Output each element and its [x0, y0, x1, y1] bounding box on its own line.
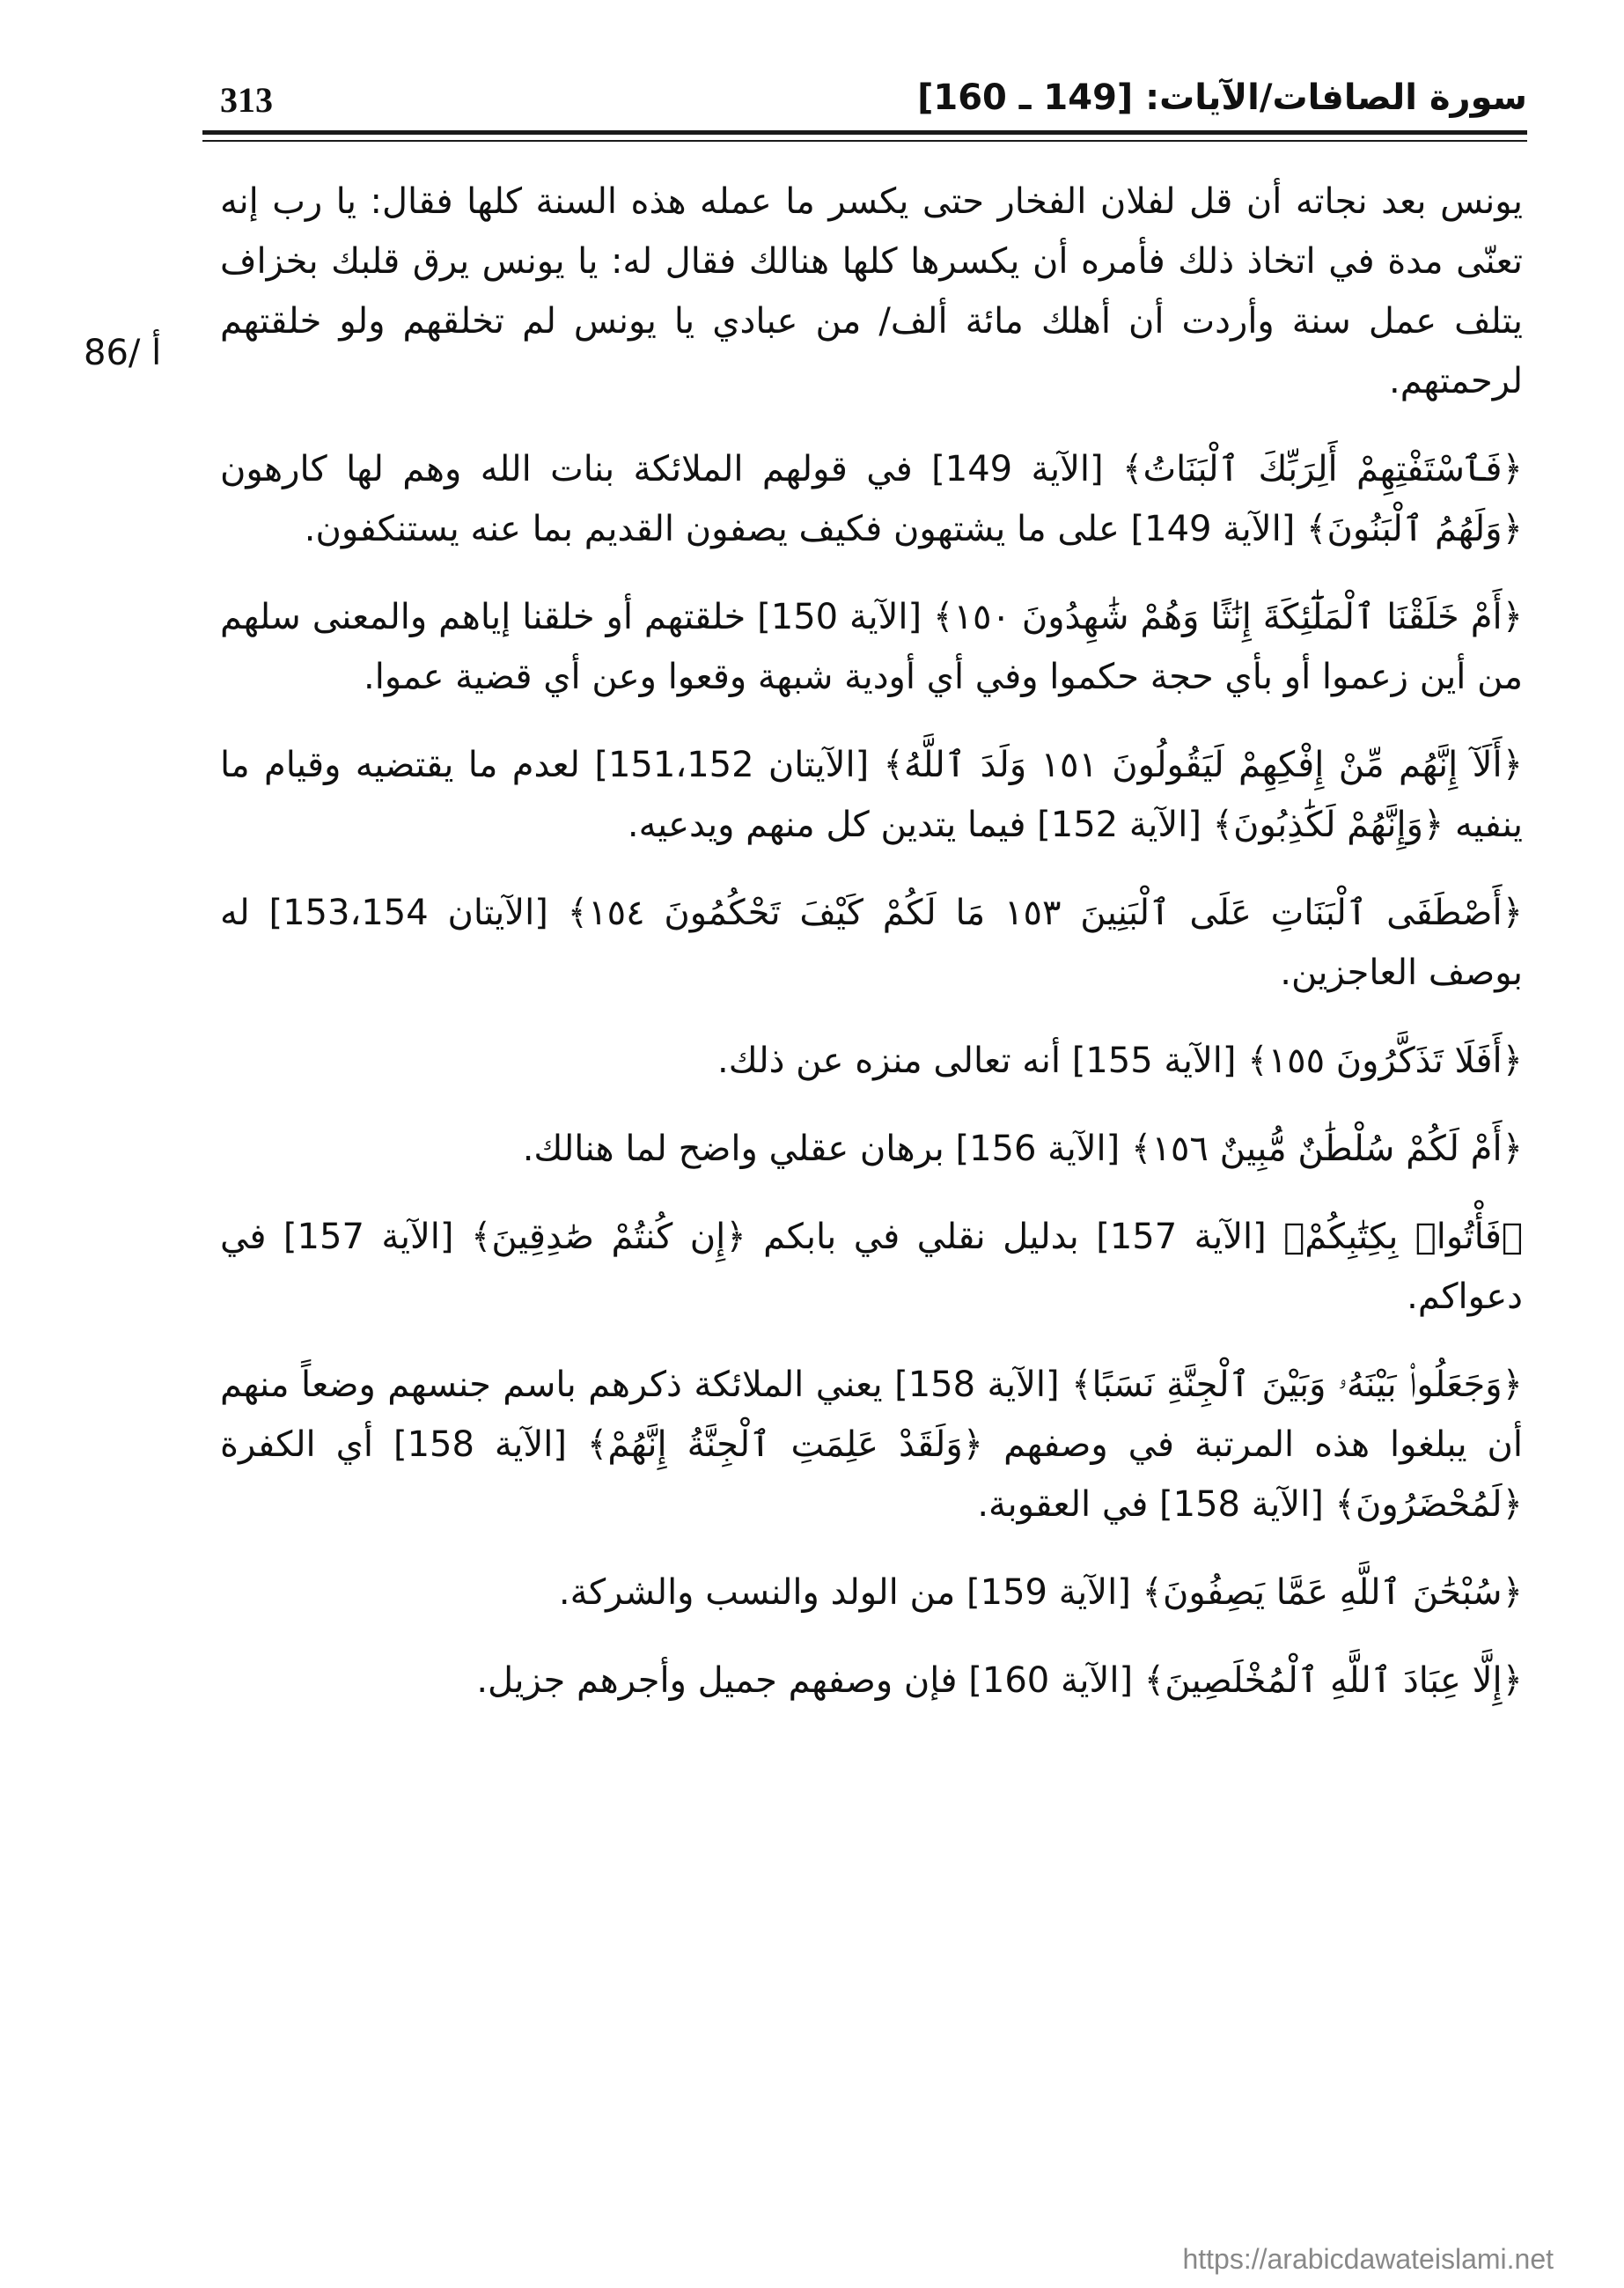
running-title: سورة الصافات/الآيات: [149 ـ 160]: [917, 77, 1527, 118]
page-body: [220, 172, 1523, 1739]
paragraph: ﴿فَأْتُوا۟ بِكِتَٰبِكُمْ﴾ [الآية 157] بدليل نقلي في بابكم ﴿إِن كُنتُمْ صَٰدِقِينَ﴾ [الآية 157] في دعواكم.: [220, 1217, 1524, 1317]
header-rule-thick: [202, 130, 1527, 135]
paragraph: ﴿سُبْحَٰنَ ٱللَّهِ عَمَّا يَصِفُونَ﴾ [الآية 159] من الولد والنسب والشركة.: [558, 1572, 1523, 1613]
page-number: 313: [220, 80, 273, 120]
paragraph: يونس بعد نجاته أن قل لفلان الفخار حتى يكسر ما عمله هذه السنة كلها فقال: يا رب إنه تعنّى مدة في اتخاذ ذلك فأمره أن يكسرها كلها هنالك فقال له: يا يونس يرق قلبك بخزاف يتلف عمل سنة وأردت أن أهلك مائة ألف/ من عبادي يا يونس لم تخلقهم ولو خلقتهم لرحمتهم.: [220, 181, 1523, 401]
paragraph: ﴿وَجَعَلُوا۟ بَيْنَهُۥ وَبَيْنَ ٱلْجِنَّةِ نَسَبًا﴾ [الآية 158] يعني الملائكة ذكرهم باسم جنسهم وضعاً منهم أن يبلغوا هذه المرتبة في وصفهم ﴿وَلَقَدْ عَلِمَتِ ٱلْجِنَّةُ إِنَّهُمْ﴾ [الآية 158] أي الكفرة ﴿لَمُحْضَرُونَ﴾ [الآية 158] في العقوبة.: [220, 1365, 1524, 1525]
paragraph: ﴿فَٱسْتَفْتِهِمْ أَلِرَبِّكَ ٱلْبَنَاتُ﴾ [الآية 149] في قولهم الملائكة بنات الله وهم لها كارهون ﴿وَلَهُمُ ٱلْبَنُونَ﴾ [الآية 149] على ما يشتهون فكيف يصفون القديم بما عنه يستنكفون.: [220, 449, 1523, 549]
header-rule-thin: [202, 140, 1527, 142]
paragraph: ﴿أَمْ لَكُمْ سُلْطَٰنٌ مُّبِينٌ ١٥٦﴾ [الآية 156] برهان عقلي واضح لما هنالك.: [522, 1129, 1523, 1169]
paragraph: ﴿أَفَلَا تَذَكَّرُونَ ١٥٥﴾ [الآية 155] أنه تعالى منزه عن ذلك.: [717, 1041, 1523, 1081]
paragraph: ﴿أَصْطَفَى ٱلْبَنَاتِ عَلَى ٱلْبَنِينَ ١٥٣ مَا لَكُمْ كَيْفَ تَحْكُمُونَ ١٥٤﴾ [الآيتان 153،154] له بوصف العاجزين.: [220, 893, 1524, 993]
page-header: [202, 62, 1527, 141]
paragraph: ﴿إِلَّا عِبَادَ ٱللَّهِ ٱلْمُخْلَصِينَ﴾ [الآية 160] فإن وصفهم جميل وأجرهم جزيل.: [476, 1660, 1523, 1701]
watermark-url: https://arabicdawateislami.net: [1182, 2243, 1554, 2275]
paragraph: ﴿أَلَآ إِنَّهُم مِّنْ إِفْكِهِمْ لَيَقُولُونَ ١٥١ وَلَدَ ٱللَّهُ﴾ [الآيتان 151،152] لعدم ما يقتضيه وقيام ما ينفيه ﴿وَإِنَّهُمْ لَكَٰذِبُونَ﴾ [الآية 152] فيما يتدين كل منهم ويدعيه.: [220, 745, 1524, 845]
paragraph: ﴿أَمْ خَلَقْنَا ٱلْمَلَٰٓئِكَةَ إِنَٰثًا وَهُمْ شَٰهِدُونَ ١٥٠﴾ [الآية 150] خلقتهم أو خلقنا إياهم والمعنى سلهم من أين زعموا أو بأي حجة حكموا وفي أي أودية شبهة وقعوا وعن أي قضية عموا.: [220, 597, 1524, 697]
margin-note: 86/ أ: [84, 333, 162, 373]
